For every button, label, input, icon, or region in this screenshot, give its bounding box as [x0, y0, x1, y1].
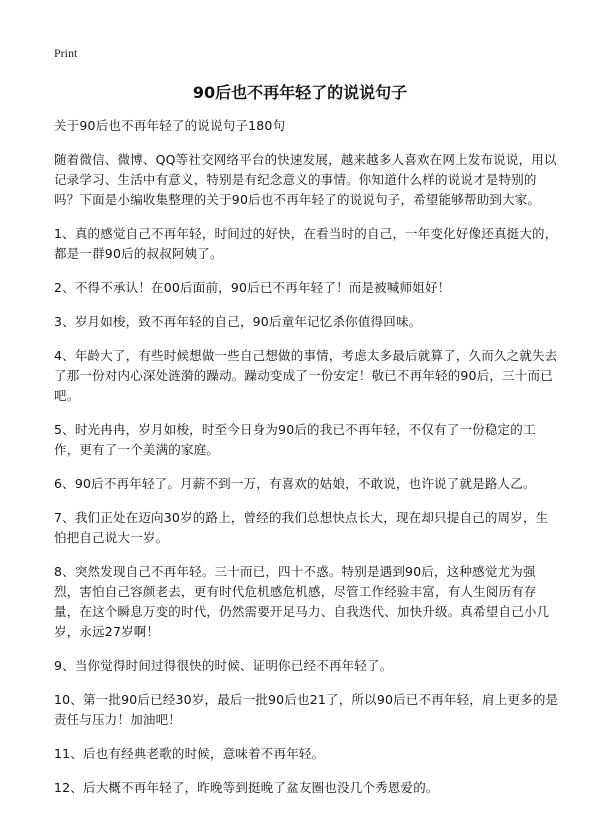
- quote-item: 11、后也有经典老歌的时候，意味着不再年轻。: [54, 746, 325, 761]
- quote-item: 5、时光冉冉，岁月如梭，时至今日身为90后的我已不再年轻，不仅有了一份稳定的工作，更有了一个美满的家庭。: [54, 422, 536, 457]
- article-body: [54, 116, 560, 812]
- article-subtitle: 关于90后也不再年轻了的说说句子180句: [54, 118, 286, 133]
- quote-item: 9、当你觉得时间过得很快的时候、证明你已经不再年轻了。: [54, 658, 393, 673]
- quote-item: 8、突然发现自己不再年轻。三十而已，四十不惑。特别是遇到90后，这种感觉尤为强烈，害怕自己容颜老去，更有时代危机感危机感，尽管工作经验丰富，有人生阅历有存量，在这个瞬息万变的时代，仍然需要开足马力、自我迭代、加快升级。真希望自己小几岁，永远27岁啊！: [54, 564, 550, 639]
- quote-item: 4、年龄大了，有些时候想做一些自己想做的事情，考虑太多最后就算了，久而久之就失去了那一份对内心深处涟漪的躁动。躁动变成了一份安定！敬已不再年轻的90后，三十而已吧。: [54, 348, 558, 403]
- quote-item: 12、后大概不再年轻了，昨晚等到挺晚了盆友圈也没几个秀恩爱的。: [54, 780, 439, 795]
- article-intro: 随着微信、微博、QQ等社交网络平台的快速发展，越来越多人喜欢在网上发布说说，用以记录学习、生活中有意义，特别是有纪念意义的事情。你知道什么样的说说才是特别的吗？下面是小编收集整理的关于90后也不再年轻了的说说句子，希望能够帮助到大家。: [54, 152, 557, 207]
- page-title: 90后也不再年轻了的说说句子: [192, 83, 408, 102]
- quote-item: 1、真的感觉自己不再年轻，时间过的好快，在看当时的自己，一年变化好像还真挺大的，都是一群90后的叔叔阿姨了。: [54, 226, 558, 261]
- quote-item: 6、90后不再年轻了。月薪不到一万，有喜欢的姑娘，不敢说，也许说了就是路人乙。: [54, 476, 536, 491]
- quote-item: 7、我们正处在迈向30岁的路上，曾经的我们总想快点长大，现在却只提自己的周岁，生怕把自己说大一岁。: [54, 510, 549, 545]
- quote-item: 2、不得不承认！在00后面前，90后已不再年轻了！而是被喊师姐好！: [54, 280, 451, 295]
- quote-item: 3、岁月如梭，致不再年轻的自己，90后童年记忆杀你值得回味。: [54, 314, 422, 329]
- quote-item: 10、第一批90后已经30岁，最后一批90后也21了，所以90后已不再年轻，肩上更多的是责任与压力！加油吧！: [54, 692, 559, 727]
- print-link[interactable]: Print: [54, 46, 78, 60]
